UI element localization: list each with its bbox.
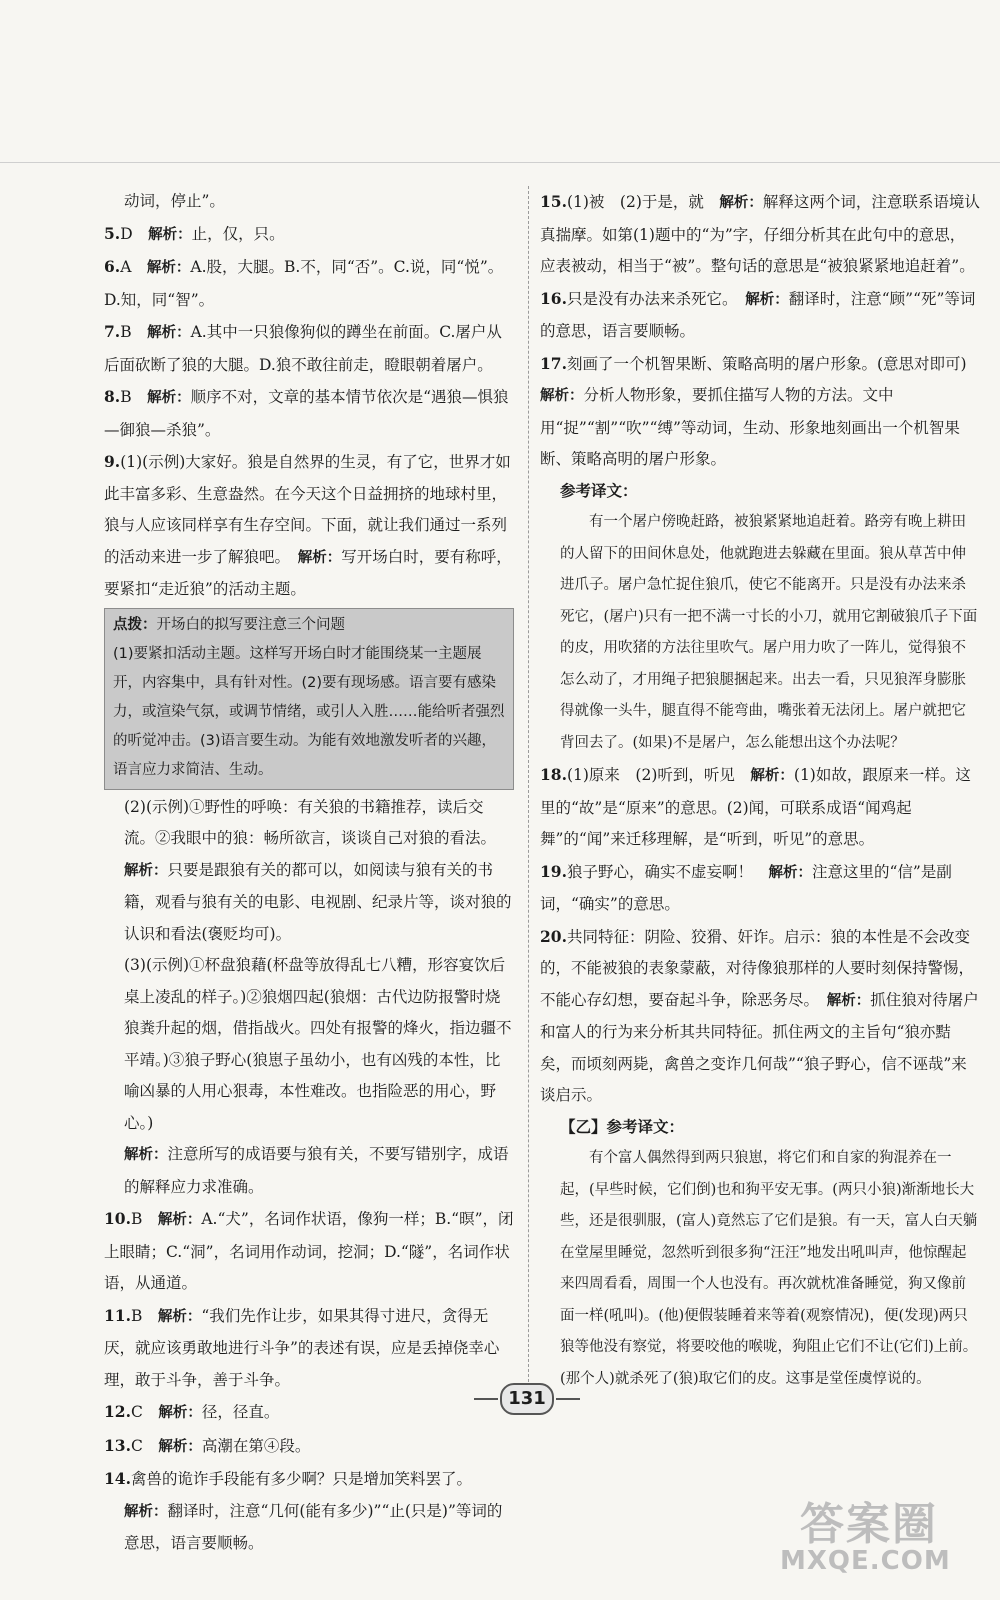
answer-number: 16. xyxy=(540,288,567,308)
answer-text: 翻译时，注意“几何(能有多少)”“止(只是)”等词的意思，语言要顺畅。 xyxy=(124,1501,503,1552)
answer-text: 动词，停止”。 xyxy=(124,192,225,210)
watermark-url: MXQE.COM xyxy=(780,1546,951,1576)
analysis-label: 解析： xyxy=(750,768,794,784)
tip-body: (1)要紧扣活动主题。这样写开场白时才能围绕某一主题展开，内容集中，具有针对性。(2)要有现场感。语言要有感染力，或渲染气氛，或调节情绪，或引人入胜……能给听者强烈的听觉冲击。(3)语言要生动。为能有效地激发听者的兴趣，语言应力求简洁、生动。 xyxy=(113,645,505,778)
answer-number: 7. xyxy=(104,322,121,341)
answer-item xyxy=(540,186,980,283)
answer-text: 解释这两个词，注意联系语境认真揣摩。如第(1)题中的“为”字，仔细分析其在此句中的意思，应表被动，相当于“被”。整句话的意思是“被狼紧紧地追赶着”。 xyxy=(540,193,980,275)
analysis-label: 解析： xyxy=(146,260,191,276)
answer-text: A.股，大腿。B.不，同“否”。C.说，同“悦”。D.知，同“智”。 xyxy=(104,258,504,309)
answer-item xyxy=(540,856,980,921)
analysis-label: 解析： xyxy=(124,1147,168,1163)
answer-text: (1)(示例)大家好。狼是自然界的生灵，有了它，世界才如此丰富多彩、生意盎然。在今天这个日益拥挤的地球村里，狼与人应该同样享有生存空间。下面，就让我们通过一系列的活动来进一步了解狼吧。 xyxy=(104,453,511,566)
answer-text: (2)(示例)①野性的呼唤：有关狼的书籍推荐，读后交流。②我眼中的狼：畅所欲言，谈谈自己对狼的看法。 xyxy=(124,797,497,847)
answer-number: 14. xyxy=(104,1469,131,1488)
header-rule xyxy=(0,162,1000,163)
answer-item xyxy=(104,218,514,252)
analysis-label: 解析： xyxy=(124,862,168,879)
analysis-label: 解析： xyxy=(297,549,342,566)
answer-number: 18. xyxy=(540,765,567,784)
analysis-label: 解析： xyxy=(157,1212,202,1228)
analysis-label: 解析： xyxy=(124,1503,168,1520)
answer-text: 止，仅，只。 xyxy=(191,224,285,243)
answer-item xyxy=(104,1396,514,1430)
answer-text: 顺序不对，文章的基本情节依次是“遇狼—惧狼—御狼—杀狼”。 xyxy=(104,388,509,439)
answer-text: C xyxy=(130,1403,159,1421)
tip-title: 开场白的拟写要注意三个问题 xyxy=(156,616,345,633)
analysis-label: 解析： xyxy=(719,195,763,211)
answer-text: “我们先作让步，如果其得寸进尺，贪得无厌，就应该勇敢地进行斗争”的表述有误，应是丢掉侥幸心理，敢于斗争，善于斗争。 xyxy=(104,1306,500,1389)
answer-item xyxy=(104,1496,514,1560)
answer-number: 8. xyxy=(104,387,121,406)
answer-item xyxy=(104,792,514,855)
answer-number: 17. xyxy=(540,353,567,373)
answer-item xyxy=(104,381,514,446)
watermark-logo xyxy=(780,1488,980,1588)
analysis-label: 解析： xyxy=(158,1438,202,1455)
tip-box xyxy=(104,608,514,790)
reference-translation-yi-text: 有个富人偶然得到两只狼崽，将它们和自家的狗混养在一起，(早些时候，它们倒)也和狗平安无事。(两只小狼)渐渐地长大些，还是很驯服，(富人)竟然忘了它们是狼。有一天，富人白天躺在堂屋里睡觉，忽然听到很多狗“汪汪”地发出吼叫声，他惊醒起来四周看看，周围一个人也没有。再次就枕准备睡觉，狗又像前面一样(吼叫)。(他)便假装睡着来等着(观察情况)，便(发现)两只狼等他没有察觉，将要咬他的喉咙，狗阻止它们不让(它们)上前。(那个人)就杀死了(狼)取它们的皮。这事是堂侄虞惇说的。 xyxy=(560,1150,978,1387)
answer-number: 11. xyxy=(104,1305,131,1325)
answer-text: C xyxy=(130,1436,159,1455)
answer-item xyxy=(104,1139,514,1203)
answer-text: 分析人物形象，要抓住描写人物的方法。文中用“捉”“割”“吹”“缚”等动词，生动、形象地刻画出一个机智果断、策略高明的屠户形象。 xyxy=(540,386,960,468)
left-column xyxy=(104,186,514,1560)
answer-text: 刻画了一个机智果断、策略高明的屠户形象。(意思对即可) xyxy=(566,354,983,373)
answer-text: B xyxy=(130,1306,158,1325)
answer-number: 9. xyxy=(104,452,121,471)
answer-text: 注意这里的“信”是副词，“确实”的意思。 xyxy=(540,862,952,913)
column-divider xyxy=(528,186,529,1382)
analysis-label: 解析： xyxy=(768,864,812,881)
answer-text: B xyxy=(130,1210,158,1228)
answer-item xyxy=(104,1300,514,1397)
answer-text: 狼子野心，确实不虚妄啊！ xyxy=(566,862,769,881)
analysis-label: 解析： xyxy=(158,1405,202,1421)
answer-number: 12. xyxy=(104,1402,131,1421)
analysis-label: 解析： xyxy=(745,291,789,308)
answer-text: (1)被 (2)于是，就 xyxy=(566,193,720,211)
analysis-label: 解析： xyxy=(147,390,191,406)
answer-text: 只是没有办法来杀死它。 xyxy=(566,289,746,308)
answer-text: 只要是跟狼有关的都可以，如阅读与狼有关的书籍，观看与狼有关的电影、电视剧、纪录片等，谈对狼的认识和看法(褒贬均可)。 xyxy=(124,860,512,943)
analysis-label: 解析： xyxy=(826,992,871,1009)
answer-text: 高潮在第④段。 xyxy=(201,1436,311,1455)
answer-list-left-bottom xyxy=(104,792,514,1560)
answer-item xyxy=(104,950,514,1139)
answer-text: 写开场白时，要有称呼，要紧扣“走近狼”的活动主题。 xyxy=(104,547,512,598)
answer-text: 翻译时，注意“顾”“死”等词的意思，语言要顺畅。 xyxy=(540,289,976,340)
answer-text: (3)(示例)①杯盘狼藉(杯盘等放得乱七八糟，形容宴饮后桌上凌乱的样子。)②狼烟四起(狼烟：古代边防报警时烧狼粪升起的烟，借指战火。四处有报警的烽火，指边疆不平靖。)③狼子野心(狼崽子虽幼小，也有凶残的本性，比喻凶暴的人用心狠毒，本性难改。也指险恶的用心，野心。) xyxy=(124,956,512,1132)
answer-text: 共同特征：阴险、狡猾、奸诈。启示：狼的本性是不会改变的，不能被狼的表象蒙蔽，对待像狼那样的人要时刻保持警惕，不能心存幻想，要奋起斗争，除恶务尽。 xyxy=(540,927,975,1009)
answer-item xyxy=(104,855,514,951)
answer-text: A xyxy=(120,258,147,276)
page-number: 131 xyxy=(500,1383,554,1415)
answer-item xyxy=(104,1463,514,1496)
answer-number: 13. xyxy=(104,1435,131,1455)
answer-list-left-top xyxy=(104,186,514,606)
tip-label: 点拨： xyxy=(113,616,157,633)
answer-text: A.其中一只狼像狗似的蹲坐在前面。C.屠户从后面砍断了狼的大腿。D.狼不敢往前走，瞪眼朝着屠户。 xyxy=(104,323,502,374)
answer-text: B xyxy=(120,388,148,406)
answer-item xyxy=(104,251,514,316)
answer-number: 10. xyxy=(104,1209,131,1228)
answer-text: 抓住狼对待屠户和富人的行为来分析其共同特征。抓住两文的主旨句“狼亦黠矣，而顷刻两毙，禽兽之变诈几何哉”“狼子野心，信不诬哉”来谈启示。 xyxy=(540,990,979,1104)
answer-number: 5. xyxy=(104,223,121,243)
answer-item xyxy=(104,1430,514,1464)
answer-text: (1)原来 (2)听到，听见 xyxy=(566,766,751,784)
answer-number: 6. xyxy=(104,257,121,276)
answer-item xyxy=(104,446,514,606)
answer-list-right-bottom xyxy=(540,759,980,1112)
answer-text: 注意所写的成语要与狼有关，不要写错别字，成语的解释应力求准确。 xyxy=(124,1145,509,1196)
answer-item xyxy=(104,1203,514,1300)
watermark-text: 答案圈 xyxy=(800,1499,938,1550)
analysis-label: 解析： xyxy=(148,226,192,243)
answer-item xyxy=(540,348,983,476)
answer-list-right-top xyxy=(540,186,983,476)
reference-translation-text: 有一个屠户傍晚赶路，被狼紧紧地追赶着。路旁有晚上耕田的人留下的田间休息处，他就跑进去躲藏在里面。狼从草苫中伸进爪子。屠户急忙捉住狼爪，使它不能离开。只是没有办法来杀死它，(屠户)只有一把不满一寸长的小刀，就用它割破狼爪子下面的皮，用吹猪的方法往里吹气。屠户用力吹了一阵儿，觉得狼不怎么动了，才用绳子把狼腿捆起来。出去一看，只见狼浑身膨胀得就像一头牛，腿直得不能弯曲，嘴张着无法闭上。屠户就把它背回去了。(如果)不是屠户，怎么能想出这个办法呢？ xyxy=(560,514,978,751)
analysis-label: 解析： xyxy=(157,1308,202,1325)
answer-text: 径，径直。 xyxy=(201,1403,280,1421)
reference-translation-yi-title: 【乙】参考译文： xyxy=(560,1117,685,1136)
answer-item xyxy=(104,316,514,381)
answer-item xyxy=(540,759,980,856)
answer-text: A.“犬”，名词作状语，像狗一样；B.“暝”，闭上眼睛；C.“洞”，名词用作动词，挖洞；D.“隧”，名词作状语，从通道。 xyxy=(104,1210,514,1292)
answer-text: 禽兽的诡诈手段能有多少啊？只是增加笑料罢了。 xyxy=(130,1470,472,1488)
right-column xyxy=(540,186,983,1395)
answer-number: 20. xyxy=(540,926,567,946)
answer-item xyxy=(104,186,514,218)
answer-item xyxy=(540,921,980,1112)
answer-text: D xyxy=(120,224,149,243)
answer-number: 19. xyxy=(540,861,567,881)
reference-translation-title: 参考译文： xyxy=(560,481,638,500)
answer-item xyxy=(540,283,980,348)
analysis-label: 解析： xyxy=(147,325,191,341)
answer-number: 15. xyxy=(540,192,567,211)
answer-text: B xyxy=(120,323,148,341)
answer-text: (1)如故，跟原来一样。这里的“故”是“原来”的意思。(2)闻，可联系成语“闻鸡起舞”的“闻”来迁移理解，是“听到，听见”的意思。 xyxy=(540,766,971,848)
analysis-label: 解析： xyxy=(540,388,584,404)
